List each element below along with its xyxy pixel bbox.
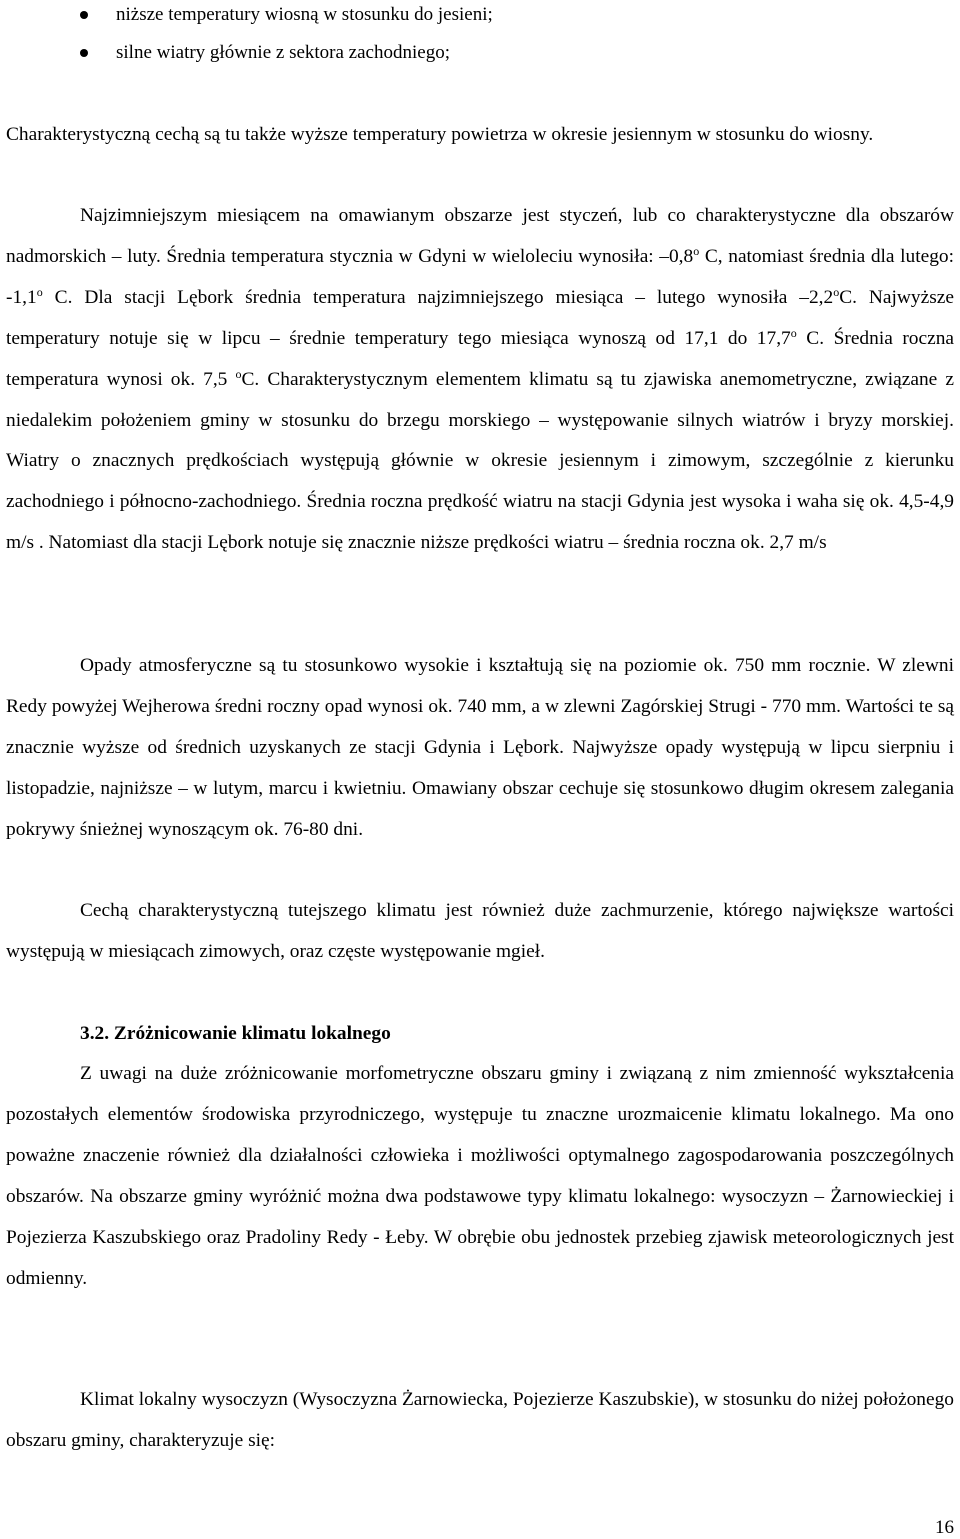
paragraph-precipitation: Opady atmosferyczne są tu stosunkowo wysokie i kształtują się na poziomie ok. 750 mm rocznie. W zlewni Redy powyżej Wejherowa średni roczny opad wynosi ok. 740 mm, a w zlewni Zagórskiej Strugi - 770 mm. Wartości te są znacznie wyższe od średnich uzyskanych ze stacji Gdynia i Lębork. Najwyższe opady występują w lipcu sierpniu i listopadzie, najniższe – w lutym, marcu i kwietniu. Omawiany obszar cechuje się stosunkowo długim okresem zalegania pokrywy śnieżnej wynoszącym ok. 76-80 dni. <box>6 655 954 840</box>
degree-sign: o <box>693 243 700 258</box>
text-run: C. Charakterystycznym elementem klimatu są tu zjawiska anemometryczne, związane z niedalekim położeniem gminy w stosunku do brzegu morskiego – występowanie silnych wiatrów i bryzy morskiej. Wiatry o znacznych prędkościach występują głównie w okresie jesiennym i zimowym, szczególnie z kierunku zachodniego i północno-zachodniego. Średnia roczna prędkość wiatru na stacji Gdynia jest wysoka i waha się ok. 4,5-4,9 m/s . Natomiast dla stacji Lębork notuje się znacznie niższe prędkości wiatru – średnia roczna ok. 2,7 m/s <box>6 368 954 554</box>
page-number: 16 <box>935 1517 954 1538</box>
text-run: C. Najwyższe temperatury notuje się w lipcu – średnie temperatury tego miesiąca wynoszą od 17,1 do 17,7 <box>6 286 954 349</box>
text-run: C. Średnia roczna temperatura wynosi ok. 7,5 <box>6 327 954 390</box>
degree-sign: o <box>235 366 242 381</box>
degree-sign: o <box>833 284 840 299</box>
paragraph-cloudiness: Cechą charakterystyczną tutejszego klimatu jest również duże zachmurzenie, którego największe wartości występują w miesiącach zimowych, oraz częste występowanie mgieł. <box>6 900 954 962</box>
list-item <box>0 38 960 68</box>
paragraph-temperature-wind <box>6 196 954 564</box>
degree-sign: o <box>790 325 797 340</box>
section-heading: 3.2. Zróżnicowanie klimatu lokalnego <box>80 1023 391 1044</box>
bullet-icon <box>80 49 88 57</box>
paragraph-autumn-temperatures: Charakterystyczną cechą są tu także wyższe temperatury powietrza w okresie jesiennym w stosunku do wiosny. <box>6 124 874 145</box>
paragraph-local-climate: Z uwagi na duże zróżnicowanie morfometryczne obszaru gminy i związaną z nim zmienność wykształcenia pozostałych elementów środowiska przyrodniczego, występuje tu znaczne urozmaicenie klimatu lokalnego. Ma ono poważne znaczenie również dla działalności człowieka i możliwości optymalnego zagospodarowania poszczególnych obszarów. Na obszarze gminy wyróżnić można dwa podstawowe typy klimatu lokalnego: wysoczyzn – Żarnowieckiej i Pojezierza Kaszubskiego oraz Pradoliny Redy - Łeby. W obrębie obu jednostek przebieg zjawisk meteorologicznych jest odmienny. <box>6 1063 954 1289</box>
text-run: Najzimniejszym miesiącem na omawianym obszarze jest styczeń, lub co charakterystyczne dla obszarów nadmorskich – luty. Średnia temperatura stycznia w Gdyni w wieloleciu wynosiła: –0,8 <box>6 205 954 267</box>
text-run: C, natomiast średnia dla lutego: -1,1 <box>6 245 955 308</box>
bullet-icon <box>80 11 88 19</box>
list-item-text: silne wiatry głównie z sektora zachodniego; <box>116 42 450 63</box>
text-run: C. Dla stacji Lębork średnia temperatura najzimniejszego miesiąca – lutego wynosiła –2,2 <box>42 286 834 308</box>
list-item-text: niższe temperatury wiosną w stosunku do jesieni; <box>116 4 493 25</box>
degree-sign: o <box>36 284 43 299</box>
paragraph-upland-climate: Klimat lokalny wysoczyzn (Wysoczyzna Żarnowiecka, Pojezierze Kaszubskie), w stosunku do niżej położonego obszaru gminy, charakteryzuje się: <box>6 1389 954 1451</box>
list-item <box>0 0 960 30</box>
